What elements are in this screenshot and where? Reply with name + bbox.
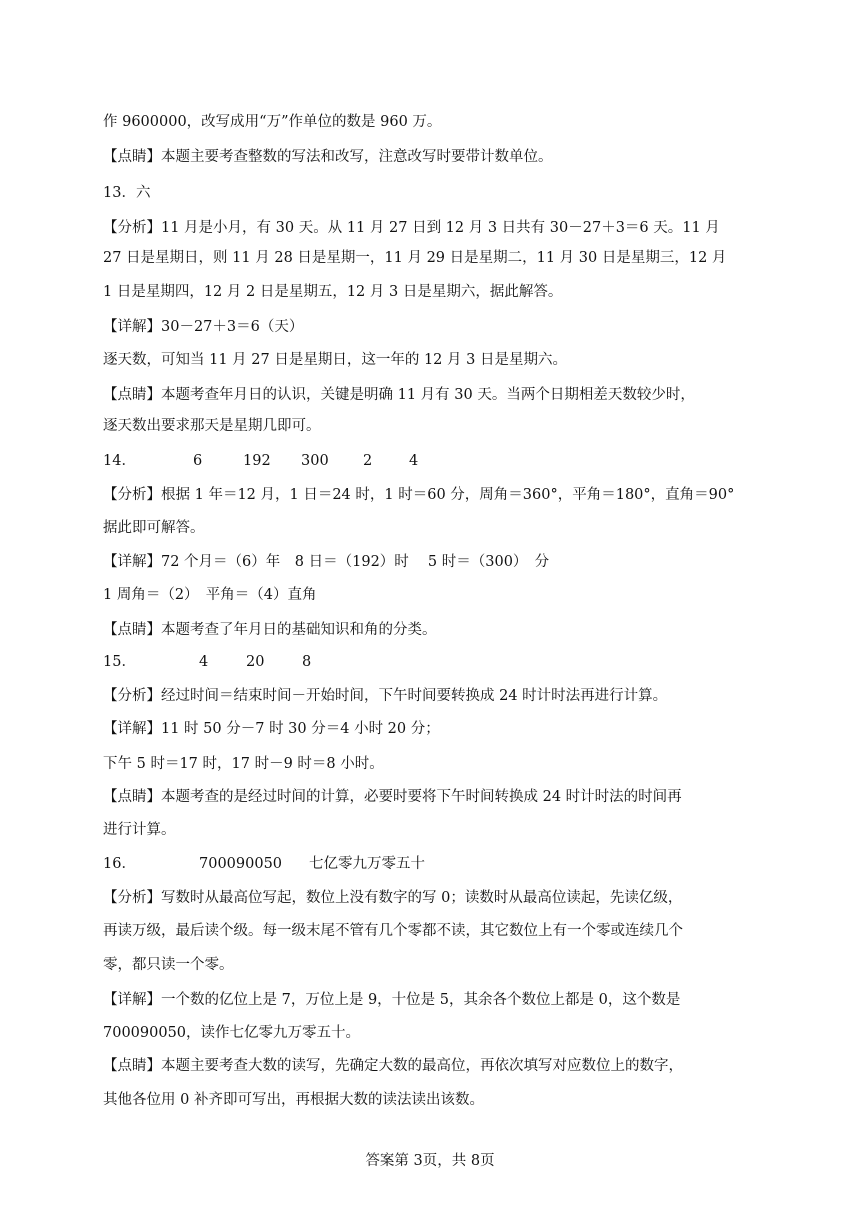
text-line: 【点睛】本题考查了年月日的基础知识和角的分类。 [103, 622, 437, 638]
text-line: 【详解】11 时 50 分－7 时 30 分＝4 小时 20 分； [103, 721, 440, 737]
answer-value: 6 [193, 453, 203, 469]
text-line: 【详解】72 个月＝（6）年 8 日＝（192）时 5 时＝（300） 分 [103, 554, 550, 570]
text-line: 进行计算。 [103, 822, 176, 838]
answer-14 [103, 451, 793, 471]
text-line: 【点睛】本题考查的是经过时间的计算，必要时要将下午时间转换成 24 时计时法的时间再 [103, 789, 682, 805]
answer-16 [103, 854, 793, 874]
text-line: 【分析】根据 1 年＝12 月，1 日＝24 时，1 时＝60 分，周角＝360°，平角＝180°，直角＝90° [103, 487, 735, 503]
answer-value: 700090050 [199, 856, 283, 872]
text-line: 下午 5 时＝17 时，17 时－9 时＝8 小时。 [103, 756, 384, 772]
text-line: 其他各位用 0 补齐即可写出，再根据大数的读法读出该数。 [103, 1092, 484, 1108]
text-line: 【分析】11 月是小月，有 30 天。从 11 月 27 日到 12 月 3 日共有 30－27＋3＝6 天。11 月 [103, 220, 720, 236]
answer-value: 2 [363, 453, 373, 469]
question-number: 15． [103, 654, 136, 670]
text-line: 700090050，读作七亿零九万零五十。 [103, 1025, 361, 1041]
text-line: 据此即可解答。 [103, 520, 205, 536]
text-line: 再读万级，最后读个级。每一级末尾不管有几个零都不读，其它数位上有一个零或连续几个 [103, 923, 683, 939]
text-line: 1 日是星期四，12 月 2 日是星期五，12 月 3 日是星期六，据此解答。 [103, 284, 563, 300]
question-number: 14． [103, 453, 136, 469]
text-line: 【详解】一个数的亿位上是 7，万位上是 9，十位是 5，其余各个数位上都是 0，这个数是 [103, 992, 681, 1008]
text-line: 零，都只读一个零。 [103, 957, 234, 973]
text-line: 【点睛】本题主要考查整数的写法和改写，注意改写时要带计数单位。 [103, 149, 553, 165]
text-line: 作 9600000，改写成用“万”作单位的数是 960 万。 [103, 114, 442, 130]
text-line: 【点睛】本题主要考查大数的读写，先确定大数的最高位，再依次填写对应数位上的数字， [103, 1058, 683, 1074]
text-line: 27 日是星期日，则 11 月 28 日是星期一，11 月 29 日是星期二，11 月 30 日是星期三，12 月 [103, 250, 727, 266]
text-line: 1 周角＝（2） 平角＝（4）直角 [103, 587, 317, 603]
answer-value: 20 [246, 654, 265, 670]
answer-value: 4 [199, 654, 209, 670]
answer-value: 192 [243, 453, 271, 469]
text-line: 逐天数出要求那天是星期几即可。 [103, 418, 321, 434]
text-line: 【详解】30－27＋3＝6（天） [103, 319, 304, 335]
page-footer: 答案第 3页，共 8页 [365, 1153, 495, 1169]
answer-15 [103, 652, 793, 672]
text-line: 逐天数，可知当 11 月 27 日是星期日，这一年的 12 月 3 日是星期六。 [103, 352, 567, 368]
answer-value: 300 [301, 453, 329, 469]
answer-value: 七亿零九万零五十 [309, 856, 425, 872]
text-line: 【点睛】本题考查年月日的认识，关键是明确 11 月有 30 天。当两个日期相差天数较少时， [103, 387, 695, 403]
text-line: 【分析】经过时间＝结束时间－开始时间，下午时间要转换成 24 时计时法再进行计算。 [103, 688, 668, 704]
answer-value: 8 [302, 654, 312, 670]
question-number: 16． [103, 856, 136, 872]
text-line: 【分析】写数时从最高位写起，数位上没有数字的写 0；读数时从最高位读起，先读亿级， [103, 890, 683, 906]
answer-value: 4 [409, 453, 419, 469]
answer-13: 13．六 [103, 185, 151, 201]
